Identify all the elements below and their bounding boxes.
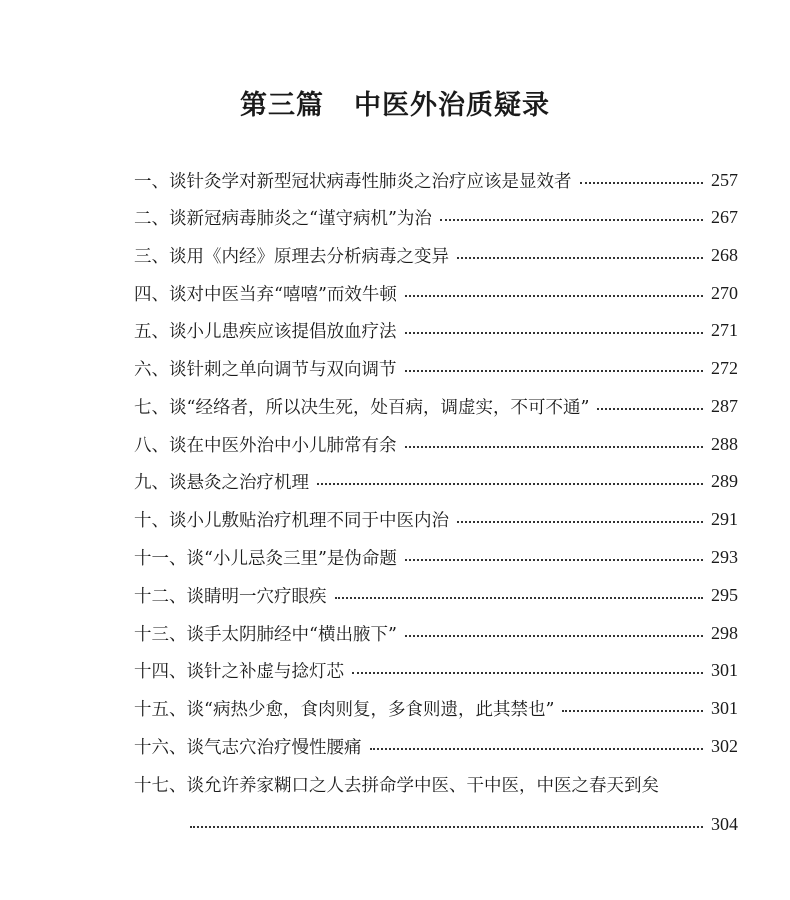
toc-entry[interactable]	[134, 655, 738, 685]
toc-entry[interactable]	[134, 429, 738, 459]
toc-entry-title: 十一、谈“小儿忌灸三里”是伪命题	[134, 548, 397, 569]
toc-entry-title: 二、谈新冠病毒肺炎之“谨守病机”为治	[134, 208, 432, 229]
toc-entry[interactable]	[134, 580, 738, 610]
toc-entry-page: 267	[711, 206, 738, 227]
toc-entry-page: 291	[711, 508, 738, 529]
toc-entry-title: 一、谈针灸学对新型冠状病毒性肺炎之治疗应该是显效者	[134, 171, 572, 192]
toc-entry-title: 四、谈对中医当弃“嘻嘻”而效牛顿	[134, 284, 397, 305]
leader-dots	[405, 332, 704, 334]
toc-entry[interactable]	[134, 240, 738, 270]
leader-dots	[597, 408, 703, 410]
leader-dots	[562, 710, 703, 712]
leader-dots	[457, 521, 703, 523]
page-title	[0, 83, 790, 122]
toc-entry[interactable]	[134, 278, 738, 308]
toc-entry-title: 九、谈悬灸之治疗机理	[134, 472, 309, 493]
toc-entry[interactable]	[134, 731, 738, 761]
leader-dots	[580, 182, 704, 184]
toc-entry[interactable]	[134, 165, 738, 195]
toc-entry-title: 十四、谈针之补虚与捻灯芯	[134, 661, 344, 682]
part-name: 中医外治质疑录	[354, 90, 550, 121]
toc-entry-page: 272	[711, 357, 738, 378]
toc-entry-page: 270	[711, 282, 738, 303]
toc-entry-title: 三、谈用《内经》原理去分析病毒之变异	[134, 246, 449, 267]
toc-entry[interactable]	[134, 618, 738, 648]
leader-dots	[405, 295, 703, 297]
toc-entry-title: 八、谈在中医外治中小儿肺常有余	[134, 435, 397, 456]
toc-entry-title: 六、谈针刺之单向调节与双向调节	[134, 359, 397, 380]
toc-entry-title: 七、谈“经络者，所以决生死，处百病，调虚实，不可不通”	[134, 397, 590, 418]
toc-entry[interactable]	[134, 466, 738, 496]
toc-entry-title: 十二、谈睛明一穴疗眼疾	[134, 586, 327, 607]
leader-dots	[440, 219, 703, 221]
leader-dots	[335, 597, 704, 599]
leader-dots	[405, 446, 704, 448]
toc-entry[interactable]	[134, 202, 738, 232]
leader-dots	[352, 672, 703, 674]
toc-entry-page: 304	[711, 813, 738, 834]
toc-entry-page: 301	[711, 697, 738, 718]
part-label: 第三篇	[240, 90, 324, 121]
toc-entry-title: 十三、谈手太阴肺经中“横出腋下”	[134, 624, 397, 645]
toc-entry-continuation[interactable]	[190, 809, 738, 839]
toc-entry-page: 295	[711, 584, 738, 605]
toc-entry-page: 289	[711, 470, 738, 491]
toc-entry-title: 十七、谈允许养家糊口之人去拼命学中医、干中医，中医之春天到矣	[134, 775, 659, 796]
leader-dots	[370, 748, 704, 750]
toc-entry[interactable]	[134, 353, 738, 383]
toc-entry-title: 十六、谈气志穴治疗慢性腰痛	[134, 737, 362, 758]
toc-entry-page: 268	[711, 244, 738, 265]
toc-entry[interactable]	[134, 769, 738, 799]
toc-entry-page: 257	[711, 169, 738, 190]
toc-entry-page: 271	[711, 319, 738, 340]
leader-dots	[457, 257, 703, 259]
toc-entry-title: 五、谈小儿患疾应该提倡放血疗法	[134, 321, 397, 342]
toc-entry[interactable]	[134, 504, 738, 534]
toc-entry[interactable]	[134, 391, 738, 421]
toc-entry[interactable]	[134, 315, 738, 345]
toc-entry-title: 十、谈小儿敷贴治疗机理不同于中医内治	[134, 510, 449, 531]
toc-entry-page: 288	[711, 433, 738, 454]
leader-dots	[405, 370, 704, 372]
toc-entry-page: 293	[711, 546, 738, 567]
leader-dots	[317, 483, 703, 485]
toc-entry-title: 十五、谈“病热少愈，食肉则复，多食则遗，此其禁也”	[134, 699, 555, 720]
toc-entry[interactable]	[134, 693, 738, 723]
leader-dots	[405, 559, 703, 561]
leader-dots	[190, 826, 703, 828]
toc-entry-page: 287	[711, 395, 738, 416]
toc-entry[interactable]	[134, 542, 738, 572]
toc-entry-page: 302	[711, 735, 738, 756]
leader-dots	[405, 635, 703, 637]
toc-entry-page: 301	[711, 659, 738, 680]
toc-entry-page: 298	[711, 622, 738, 643]
